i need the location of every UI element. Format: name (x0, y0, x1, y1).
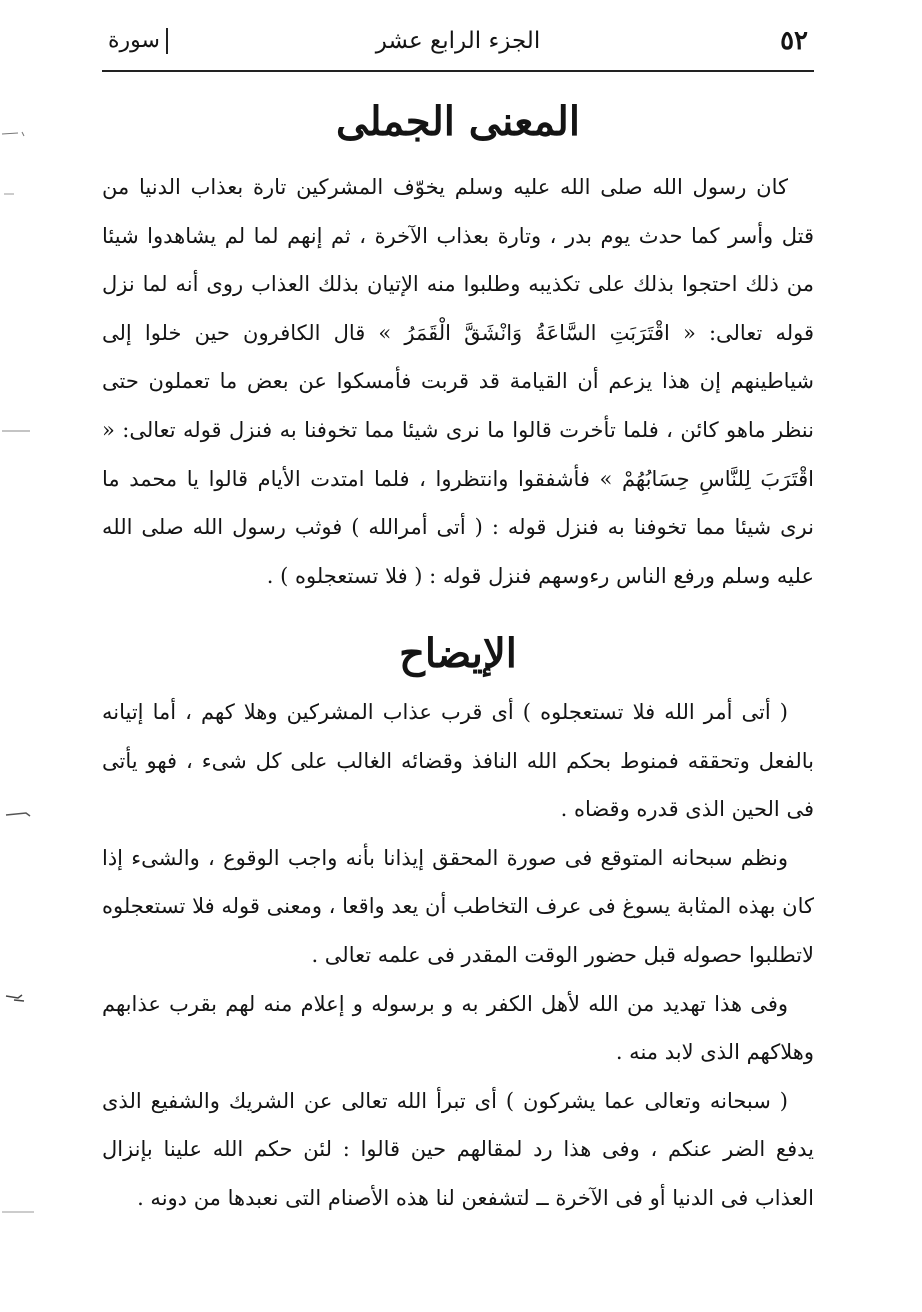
explanation-paragraph: ( سبحانه وتعالى عما يشركون ) أى تبرأ الله تعالى عن الشريك والشفيع الذى يدفع الضر عنكم ، وفى هذا رد لمقالهم حين قالوا : لئن حكم الله علينا بإنزال العذاب فى الدنيا أو فى الآخرة ــ لتشفعن لنا هذه الأصنام التى نعبدها من دونه . (102, 1088, 814, 1210)
page-header (102, 24, 814, 68)
summary-text (102, 163, 814, 600)
surah-label-text: سورة (108, 28, 160, 53)
explanation-text (102, 688, 814, 1223)
page-number: ٥٢ (780, 26, 808, 56)
surah-label (108, 28, 168, 54)
scan-margin-mark (0, 1206, 40, 1218)
summary-paragraph: كان رسول الله صلى الله عليه وسلم يخوّف المشركين تارة بعذاب الدنيا من قتل وأسر كما حدث يوم بدر ، وتارة بعذاب الآخرة ، ثم إنهم لما لم يشاهدوا شيئا من ذلك احتجوا بذلك على تكذيبه وطلبوا منه الإتيان بذلك العذاب روى أنه لما نزل قوله تعالى: « اقْتَرَبَتِ السَّاعَةُ وَانْشَقَّ الْقَمَرُ » قال الكافرون حين خلوا إلى شياطينهم إن هذا يزعم أن القيامة قد قربت فأمسكوا عن بعض ما تعملون حتى ننظر ماهو كائن ، فلما تأخرت قالوا ما نرى شيئا مما تخوفنا به فنزل قوله تعالى: « اقْتَرَبَ لِلنَّاسِ حِسَابُهُمْ » فأشفقوا وانتظروا ، فلما امتدت الأيام قالوا يا محمد ما نرى شيئا مما تخوفنا به فنزل قوله : ( أتى أمرالله ) فوثب رسول الله صلى الله عليه وسلم ورفع الناس رءوسهم فنزل قوله : ( فلا تستعجلوه ) . (102, 175, 814, 588)
section-heading-summary: المعنى الجملى (336, 98, 580, 145)
explanation-paragraph: ونظم سبحانه المتوقع فى صورة المحقق إيذانا بأنه واجب الوقوع ، والشىء إذا كان بهذه المثابة يسوغ فى عرف التخاطب أن يعد واقعا ، ومعنى قوله فلا تستعجلوه لاتطلبوا حصوله قبل حضور الوقت المقدر فى علمه تعالى . (102, 845, 814, 967)
scan-margin-mark (0, 808, 40, 820)
explanation-paragraph: ( أتى أمر الله فلا تستعجلوه ) أى قرب عذاب المشركين وهلا كهم ، أما إتيانه بالفعل وتحققه فمنوط بحكم الله النافذ وقضائه الغالب على كل شىء ، فهو يأتى فى الحين الذى قدره وقضاه . (102, 700, 814, 822)
scan-margin-mark (0, 992, 40, 1004)
header-bracket (166, 28, 168, 54)
section-heading-explanation: الإيضاح (399, 630, 517, 677)
header-rule (102, 70, 814, 72)
scan-margin-mark (0, 425, 40, 437)
scan-margin-mark (0, 128, 40, 140)
running-title: الجزء الرابع عشر (375, 28, 541, 54)
scan-margin-mark (0, 188, 40, 200)
explanation-paragraph: وفى هذا تهديد من الله لأهل الكفر به و برسوله و إعلام منه لهم بقرب عذابهم وهلاكهم الذى لابد منه . (102, 991, 814, 1065)
